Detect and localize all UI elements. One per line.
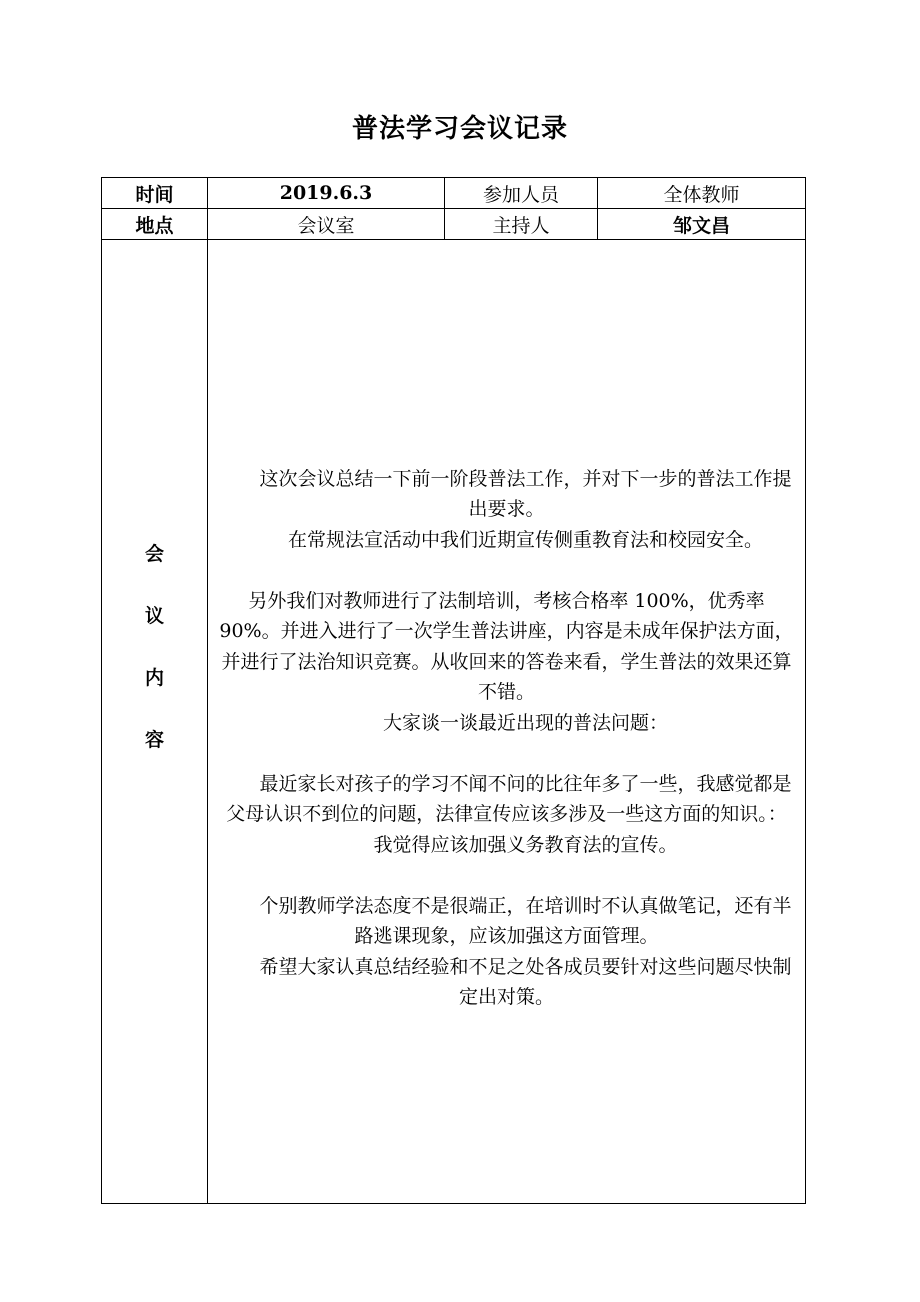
- host-label: 主持人: [445, 209, 598, 240]
- place-label: 地点: [102, 209, 208, 240]
- content-label-char-4: 容: [144, 728, 164, 751]
- content-label-char-2: 议: [144, 604, 164, 627]
- time-label: 时间: [102, 178, 208, 209]
- header-row-place: [102, 209, 806, 240]
- host-value: 邹文昌: [598, 209, 806, 240]
- paragraph-discussion: 大家谈一谈最近出现的普法问题：: [382, 711, 668, 734]
- page-title: 普法学习会议记录: [351, 114, 568, 144]
- paragraph-teacher-attitude: 个别教师学法态度不是很端正，在培训时不认真做笔记，还有半路逃课现象，应该加强这方面管理。: [259, 894, 792, 947]
- paragraph-training: 另外我们对教师进行了法制培训，考核合格率 100%，优秀率 90%。并进入进行了一次学生普法讲座，内容是未成年保护法方面，并进行了法治知识竞赛。从收回来的答卷来看，学生普法的效果还算不错。: [219, 589, 794, 703]
- header-row-time: [102, 178, 806, 209]
- content-label-char-3: 内: [144, 666, 164, 689]
- paragraph-compulsory-education: 我觉得应该加强义务教育法的宣传。: [373, 833, 678, 856]
- paragraph-conclusion: 希望大家认真总结经验和不足之处各成员要针对这些问题尽快制定出对策。: [259, 955, 792, 1008]
- content-label-cell: [102, 240, 208, 1204]
- time-value: 2019.6.3: [208, 178, 445, 209]
- paragraph-publicity: 在常规法宣活动中我们近期宣传侧重教育法和校园安全。: [287, 528, 763, 551]
- content-row: [102, 240, 806, 1204]
- content-body: [208, 240, 806, 1204]
- content-label-char-1: 会: [144, 542, 164, 565]
- attendees-value: 全体教师: [598, 178, 806, 209]
- place-value: 会议室: [208, 209, 445, 240]
- paragraph-summary: 这次会议总结一下前一阶段普法工作，并对下一步的普法工作提出要求。: [259, 467, 792, 520]
- meeting-record-table: [101, 177, 806, 1204]
- paragraph-parents: 最近家长对孩子的学习不闻不问的比往年多了一些，我感觉都是父母认识不到位的问题，法律宣传应该多涉及一些这方面的知识。：: [226, 772, 792, 825]
- attendees-label: 参加人员: [445, 178, 598, 209]
